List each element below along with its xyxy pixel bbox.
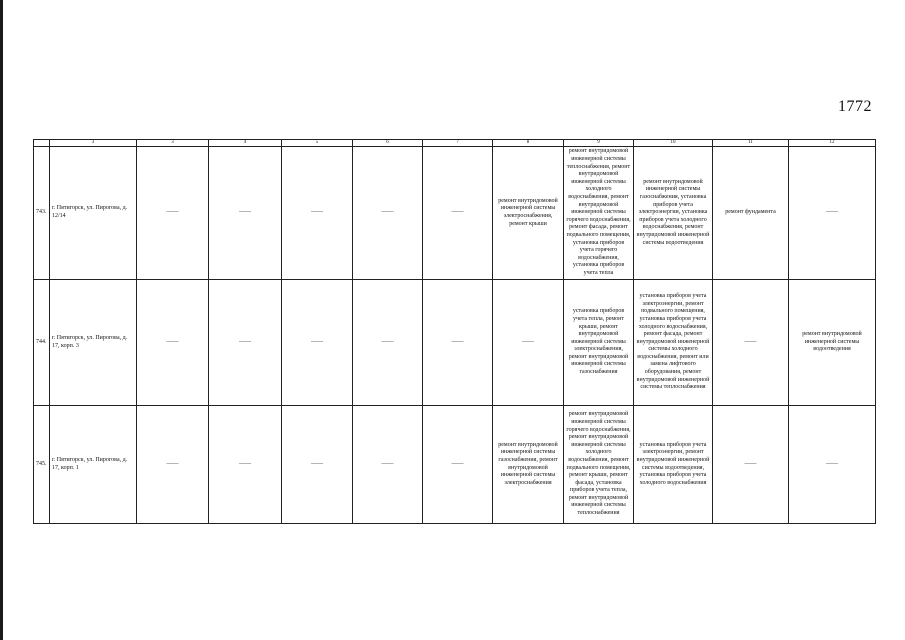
header-cell: 3 [137,140,209,147]
work-cell: ремонт внутридомовой инженерной системы теплоснабжения, ремонт внутридомовой инженерной системы холодного водоснабжения, ремонт внутридомовой инженерной системы горячего водоснабжения, ремонт фасада, ремонт подвального помещения, установка приборов учета горячего водоснабжения, установка приборов учета тепла [564,147,634,280]
dash-cell: —— [282,280,353,406]
header-cell: 7 [423,140,493,147]
header-cell: 10 [634,140,713,147]
header-cell: 4 [209,140,282,147]
dash-cell: —— [423,280,493,406]
table-row [34,406,876,524]
address-cell: г. Пятигорск, ул. Пирогова, д. 17, корп. 3 [50,280,137,406]
dash-cell: —— [789,406,876,524]
header-cell: 6 [353,140,423,147]
address-cell: г. Пятигорск, ул. Пирогова, д. 17, корп. 1 [50,406,137,524]
page-left-border [0,0,3,640]
dash-cell: —— [137,147,209,280]
dash-cell: —— [353,406,423,524]
header-cell: 5 [282,140,353,147]
header-cell: 8 [493,140,564,147]
row-number: 744. [34,280,50,406]
dash-cell: —— [209,147,282,280]
dash-cell: —— [353,280,423,406]
dash-cell: —— [423,147,493,280]
dash-cell: —— [713,406,789,524]
header-cell [34,140,50,147]
dash-cell: —— [209,406,282,524]
work-cell: ремонт внутридомовой инженерной системы газоснабжения, ремонт внутридомовой инженерной системы электроснабжения [493,406,564,524]
dash-cell: —— [789,147,876,280]
header-cell: 11 [713,140,789,147]
dash-cell: —— [353,147,423,280]
repair-schedule-table [33,139,876,524]
dash-cell: —— [423,406,493,524]
work-cell: установка приборов учета тепла, ремонт крыши, ремонт внутридомовой инженерной системы электроснабжения, ремонт внутридомовой инженерной системы газоснабжения [564,280,634,406]
header-cell: 3 [50,140,137,147]
address-cell: г. Пятигорск, ул. Пирогова, д. 12/14 [50,147,137,280]
row-number: 745. [34,406,50,524]
work-cell: ремонт внутридомовой инженерной системы водоотведения [789,280,876,406]
work-cell: ремонт внутридомовой инженерной системы горячего водоснабжения, ремонт внутридомовой инженерной системы холодного водоснабжения, ремонт подвального помещения, ремонт крыши, ремонт фасада, установка приборов учета тепла, ремонт внутридомовой инженерной системы теплоснабжения [564,406,634,524]
table-row [34,280,876,406]
dash-cell: —— [282,406,353,524]
dash-cell: —— [282,147,353,280]
work-cell: ремонт фундамента [713,147,789,280]
dash-cell: —— [137,280,209,406]
dash-cell: —— [209,280,282,406]
header-cell: 12 [789,140,876,147]
dash-cell: —— [493,280,564,406]
work-cell: ремонт внутридомовой инженерной системы электроснабжения, ремонт крыши [493,147,564,280]
work-cell: установка приборов учета электроэнергии, ремонт внутридомовой инженерной системы водоотведения, установка приборов учета холодного водоснабжения [634,406,713,524]
table-row [34,147,876,280]
page-number: 1772 [838,98,872,115]
work-cell: ремонт внутридомовой инженерной системы газоснабжения, установка приборов учета электроэнергии, установка приборов учета холодного водоснабжения, ремонт внутридомовой инженерной системы водоотведения [634,147,713,280]
work-cell: установка приборов учета электроэнергии, ремонт подвального помещения, установка приборов учета холодного водоснабжения, ремонт фасада, ремонт внутридомовой инженерной системы холодного водоснабжения, ремонт или замена лифтового оборудования, ремонт внутридомовой инженерной системы теплоснабжения [634,280,713,406]
dash-cell: —— [137,406,209,524]
header-cell: 9 [564,140,634,147]
dash-cell: —— [713,280,789,406]
row-number: 743. [34,147,50,280]
header-row [34,140,876,147]
